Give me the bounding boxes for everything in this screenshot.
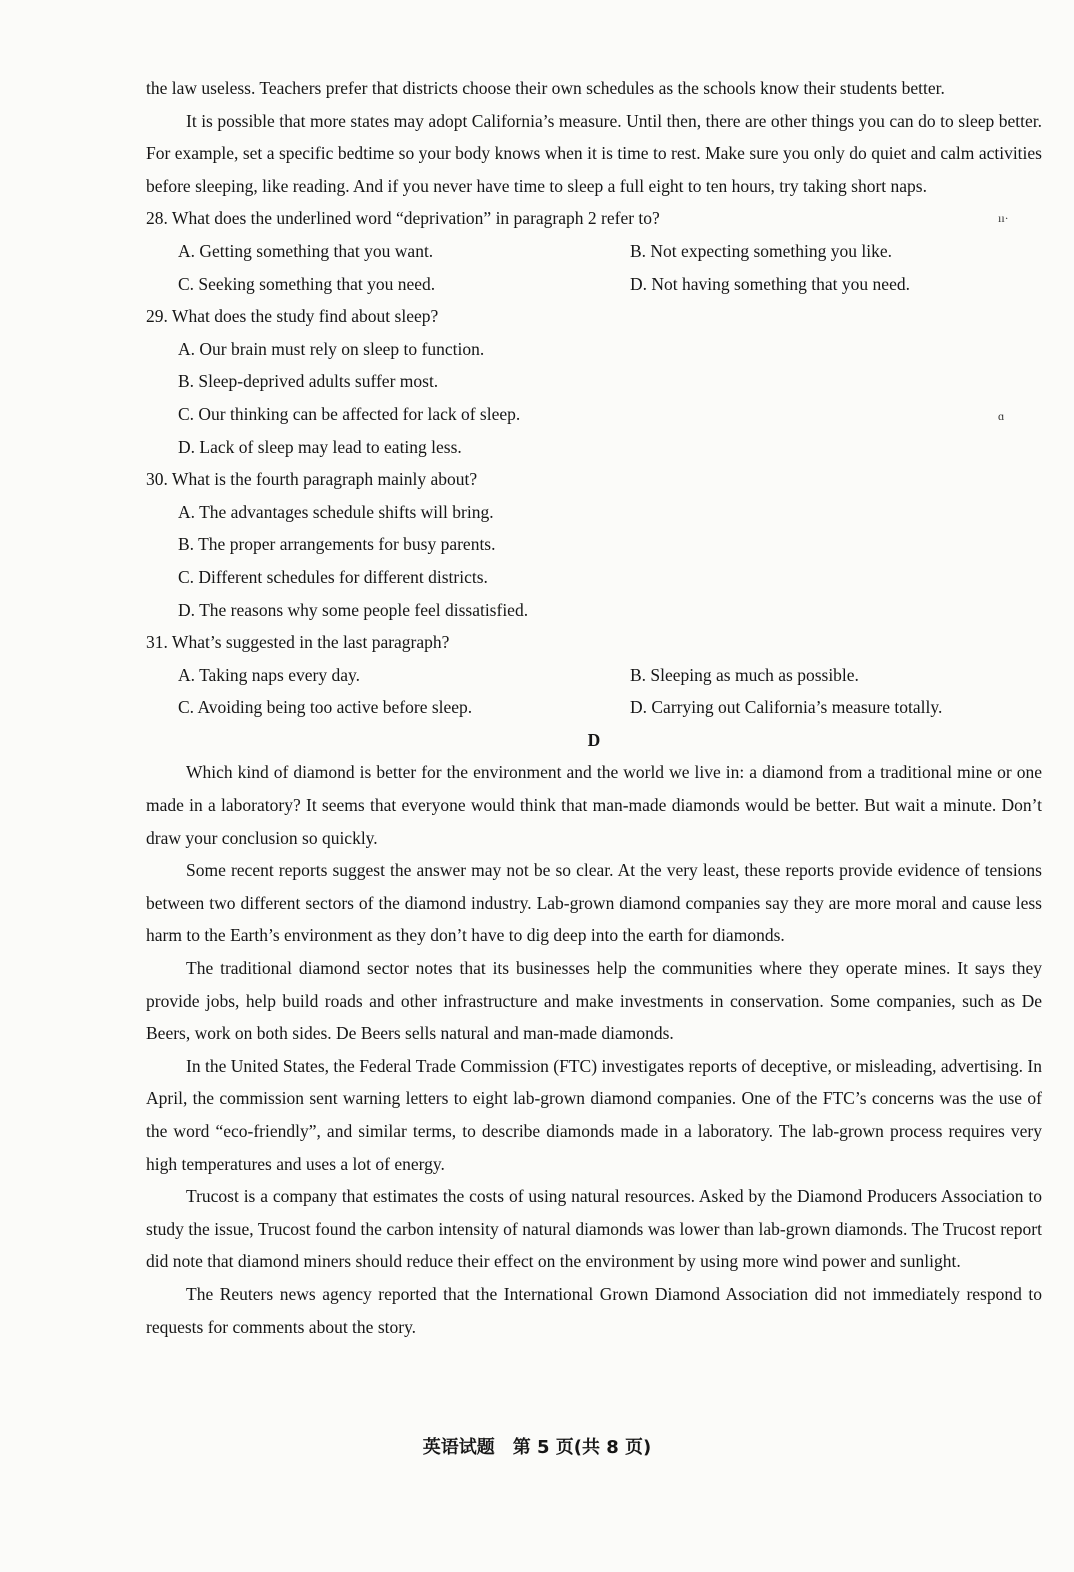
question-30-stem: 30. What is the fourth paragraph mainly about? xyxy=(146,469,478,490)
scan-mark: ɑ xyxy=(998,409,1005,423)
question-31-options-row-1 xyxy=(146,659,1042,692)
question-28-options-row-1 xyxy=(146,235,1042,268)
question-30-option-b: B. The proper arrangements for busy parents. xyxy=(178,534,496,555)
question-31-option-a: A. Taking naps every day. xyxy=(178,664,360,685)
question-28-option-b: B. Not expecting something you like. xyxy=(630,240,892,261)
section-d-paragraph-4: In the United States, the Federal Trade Commission (FTC) investigates reports of deceptive, or misleading, advertising. In April, the commission sent warning letters to eight lab-grown diamond companies. One of the FTC’s concerns was the use of the word “eco-friendly”, and similar terms, to describe diamonds made in a laboratory. The lab-grown process requires very high temperatures and uses a lot of energy. xyxy=(146,1055,1042,1174)
question-29-option-d: D. Lack of sleep may lead to eating less. xyxy=(178,436,462,457)
question-29-option-a: A. Our brain must rely on sleep to function. xyxy=(178,338,485,359)
scan-mark: ıı· xyxy=(998,211,1009,225)
question-31-option-c: C. Avoiding being too active before sleep. xyxy=(178,697,473,718)
section-d-paragraph-6: The Reuters news agency reported that the International Grown Diamond Association did not immediately respond to requests for comments about the story. xyxy=(146,1283,1042,1337)
question-31-stem: 31. What’s suggested in the last paragraph? xyxy=(146,632,450,653)
question-31-option-d: D. Carrying out California’s measure totally. xyxy=(630,697,943,718)
question-29-option-b: B. Sleep-deprived adults suffer most. xyxy=(178,371,439,392)
section-d-paragraph-5: Trucost is a company that estimates the costs of using natural resources. Asked by the Diamond Producers Association to study the issue, Trucost found the carbon intensity of natural diamonds was lower than lab-grown diamonds. The Trucost report did note that diamond miners should reduce their effect on the environment by using more wind power and sunlight. xyxy=(146,1186,1042,1272)
question-30-option-c: C. Different schedules for different districts. xyxy=(178,566,488,587)
question-31-option-b: B. Sleeping as much as possible. xyxy=(630,664,859,685)
question-29-option-c: C. Our thinking can be affected for lack of sleep. xyxy=(178,403,521,424)
question-29-stem: 29. What does the study find about sleep? xyxy=(146,306,439,327)
section-d-heading: D xyxy=(587,729,601,750)
passage-c-last-paragraph: It is possible that more states may adopt California’s measure. Until then, there are other things you can do to sleep better. For example, set a specific bedtime so your body knows when it is time to rest. Make sure you only do quiet and calm activities before sleeping, like reading. And if you never have time to sleep a full eight to ten hours, try taking short naps. xyxy=(146,110,1042,196)
question-28-option-c: C. Seeking something that you need. xyxy=(178,273,436,294)
section-d-paragraph-2: Some recent reports suggest the answer may not be so clear. At the very least, these reports provide evidence of tensions between two different sectors of the diamond industry. Lab-grown diamond companies say they are more moral and cause less harm to the Earth’s environment as they don’t have to dig deep into the earth for diamonds. xyxy=(146,860,1042,946)
page-content xyxy=(146,72,1042,1343)
section-d-paragraph-3: The traditional diamond sector notes that its businesses help the communities where they operate mines. It says they provide jobs, help build roads and other infrastructure and make investments in conservation. Some companies, such as De Beers, work on both sides. De Beers sells natural and man-made diamonds. xyxy=(146,958,1042,1044)
question-28-option-a: A. Getting something that you want. xyxy=(178,240,434,261)
question-30-option-a: A. The advantages schedule shifts will bring. xyxy=(178,501,494,522)
question-28-stem: 28. What does the underlined word “deprivation” in paragraph 2 refer to? xyxy=(146,208,660,229)
question-28-option-d: D. Not having something that you need. xyxy=(630,273,910,294)
passage-c-paragraph-end: the law useless. Teachers prefer that districts choose their own schedules as the schools know their students better. xyxy=(146,78,945,98)
question-30-option-d: D. The reasons why some people feel dissatisfied. xyxy=(178,599,529,620)
question-28-options-row-2 xyxy=(146,268,1042,301)
page-footer: 英语试题 第 5 页(共 8 页) xyxy=(422,1437,652,1458)
section-d-paragraph-1: Which kind of diamond is better for the environment and the world we live in: a diamond from a traditional mine or one made in a laboratory? It seems that everyone would think that man-made diamonds would be better. But wait a minute. Don’t draw your conclusion so quickly. xyxy=(146,762,1042,848)
question-31-options-row-2 xyxy=(146,691,1042,724)
